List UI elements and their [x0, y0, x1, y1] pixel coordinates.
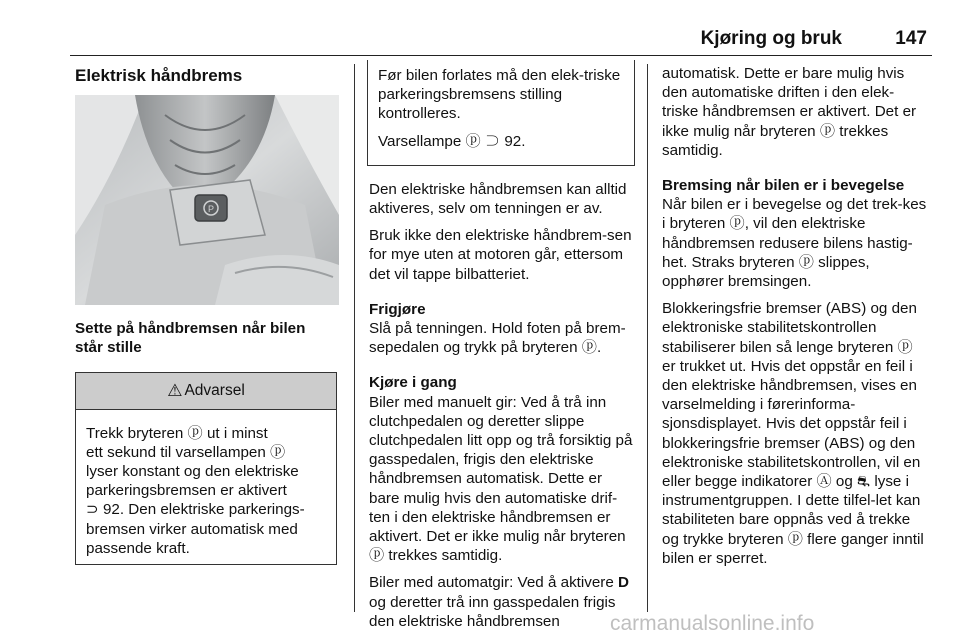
notice-text: Før bilen forlates må den elek-triske parkeringsbremsens stilling kontrolleres.	[378, 67, 621, 123]
subheading-bremsing: Bremsing når bilen er i bevegelse	[662, 177, 905, 195]
subheading-frigjore: Frigjøre	[369, 300, 426, 318]
section-title: Elektrisk håndbrems	[75, 66, 243, 85]
warning-line: lyser konstant og den elektriske	[86, 463, 299, 481]
column-divider-1	[354, 64, 355, 612]
paragraph: Slå på tenningen. Hold foten på brem-sepedalen og trykk på bryteren ⓟ.	[369, 320, 626, 357]
warning-line: bremsen virker automatisk med	[86, 520, 298, 538]
warning-line: ⊃ 92. Den elektriske parkerings-	[86, 501, 305, 519]
page-header-title: Kjøring og bruk	[700, 28, 842, 49]
svg-text:P: P	[207, 204, 215, 215]
warning-header	[76, 373, 336, 410]
gear-d-label: D	[618, 574, 629, 592]
warning-line: Trekk bryteren ⓟ ut i minst	[86, 424, 268, 442]
paragraph: Biler med manuelt gir: Ved å trå inn clutchpedalen og deretter slippe clutchpedalen litt opp og trå forsiktig på gasspedalen, frigis den elektriske håndbremsen automatisk. Dette er bare mulig hvis den automatiske drif-ten i den elektriske håndbremsen er aktivert. Det er ikke mulig når bryteren ⓟ trekkes samtidig.	[369, 393, 633, 565]
column-divider-2	[647, 64, 648, 612]
parking-brake-illustration	[75, 95, 339, 305]
warning-line: parkeringsbremsen er aktivert	[86, 482, 287, 500]
warning-line: ett sekund til varsellampen ⓟ	[86, 443, 286, 461]
paragraph: Når bilen er i bevegelse og det trek-kes i bryteren ⓟ, vil den elektriske håndbremsen redusere bilens hastig-het. Straks bryteren ⓟ slippes, opphører bremsingen.	[662, 196, 927, 291]
warning-triangle-icon: ⚠	[167, 381, 183, 400]
column-1	[75, 64, 337, 565]
watermark: carmanualsonline.info	[610, 612, 815, 635]
warning-box	[75, 372, 337, 565]
subheading-kjore-i-gang: Kjøre i gang	[369, 374, 457, 392]
warning-line: passende kraft.	[86, 539, 190, 557]
paragraph: Bruk ikke den elektriske håndbrem-sen for mye uten at motoren går, ettersom det vil tappe bilbatteriet.	[369, 227, 632, 283]
photo-caption: Sette på håndbremsen når bilen står stille	[75, 320, 306, 357]
warning-body	[76, 410, 336, 564]
paragraph: Blokkeringsfrie bremser (ABS) og den elektroniske stabilitetskontrollen stabiliserer bilen så lenge bryteren ⓟ er trukket ut. Hvis det oppstår en feil i den elektriske håndbremsen, vises en varselmelding i førerinforma-sjonsdisplayet. Hvis det oppstår feil i blokkeringsfrie bremser (ABS) og den elektroniske stabilitetskontrollen, vil en eller begge indikatorer Ⓐ og ⛐ lyse i instrumentgruppen. I dette tilfel-let kan stabiliteten bare oppnås ved å trekke og trykke bryteren ⓟ flere ganger inntil bilen er sperret.	[662, 300, 924, 567]
text: og deretter trå inn gasspedalen frigis den elektriske håndbremsen	[369, 593, 616, 630]
parking-brake-photo	[75, 95, 339, 305]
warning-label: Advarsel	[184, 382, 245, 399]
paragraph-automatic	[369, 573, 635, 631]
notice-reference: Varsellampe ⓟ ⊃ 92.	[378, 132, 526, 150]
paragraph: automatisk. Dette er bare mulig hvis den automatiske driften i den elek-triske håndbremsen er aktivert. Det er ikke mulig når bryteren ⓟ trekkes samtidig.	[662, 65, 917, 159]
header-rule	[70, 55, 932, 56]
column-3	[662, 64, 930, 576]
text: Biler med automatgir: Ved å aktivere	[369, 574, 619, 592]
paragraph: Den elektriske håndbremsen kan alltid aktiveres, selv om tenningen er av.	[369, 180, 627, 218]
notice-box	[367, 60, 635, 166]
column-2	[369, 64, 635, 639]
page-number: 147	[895, 28, 927, 49]
